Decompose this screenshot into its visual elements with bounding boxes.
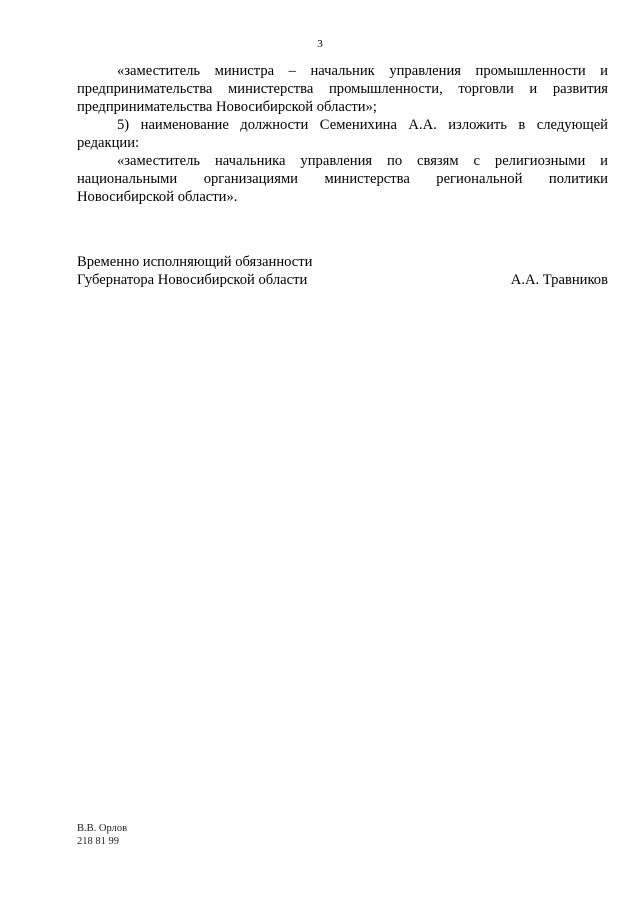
signatory-position-line-1: Временно исполняющий обязанности <box>77 254 313 270</box>
executor-footer <box>77 822 127 848</box>
paragraph-item-5: 5) наименование должности Семенихина А.А. изложить в следующей редакции: <box>77 117 608 151</box>
executor-phone: 218 81 99 <box>77 836 119 847</box>
document-body <box>77 62 608 206</box>
page-number: 3 <box>317 38 323 50</box>
signatory-name: А.А. Травников <box>510 272 608 288</box>
signatory-position-line-2: Губернатора Новосибирской области <box>77 272 308 288</box>
signature-row <box>77 271 608 289</box>
paragraph-deputy-head: «заместитель начальника управления по связям с религиозными и национальными организациями министерства региональной политики Новосибирской области». <box>77 153 608 205</box>
signature-block <box>77 253 608 289</box>
executor-name: В.В. Орлов <box>77 823 128 834</box>
paragraph-deputy-minister: «заместитель министра – начальник управления промышленности и предпринимательства министерства промышленности, торговли и развития предпринимательства Новосибирской области»; <box>77 63 608 115</box>
